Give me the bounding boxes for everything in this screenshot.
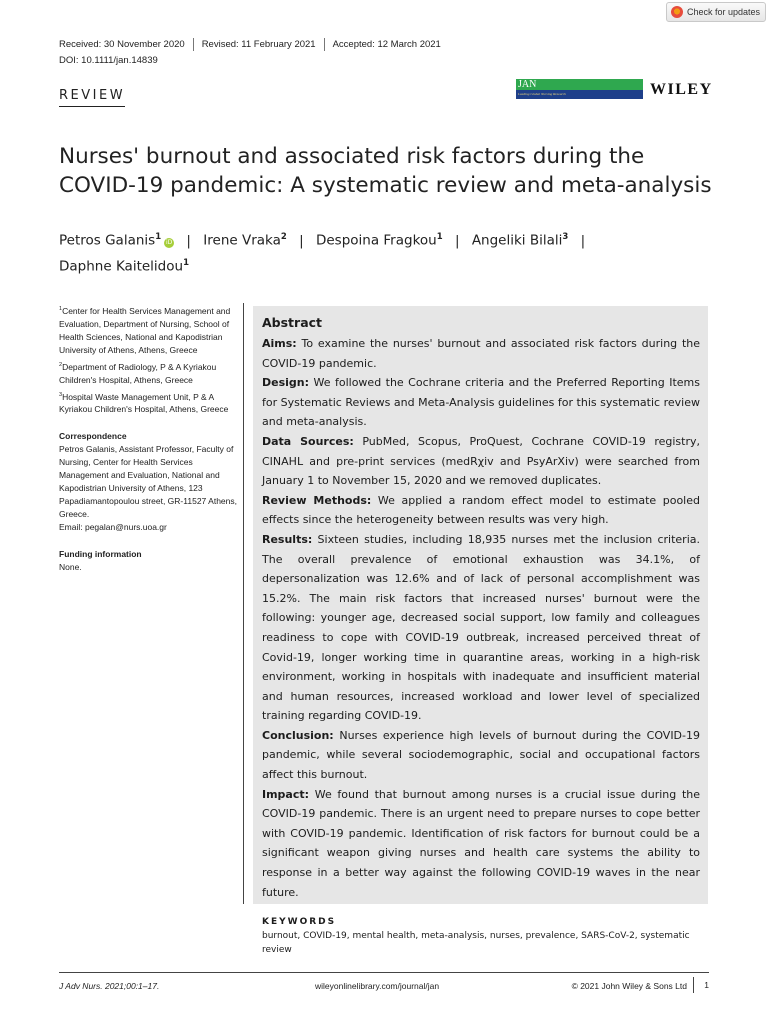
jan-logo-tagline: Leading Global Nursing Research <box>516 90 643 99</box>
abstract-section-label: Impact: <box>262 787 310 801</box>
author-affiliation-number: 1 <box>436 232 443 242</box>
author-affiliation-number: 1 <box>183 257 189 268</box>
keywords-text: burnout, COVID-19, mental health, meta-analysis, nurses, prevalence, SARS-CoV-2, systematic review <box>262 931 690 956</box>
affiliation-text: Center for Health Services Management and Evaluation, Department of Nursing, School of Health Sciences, National and Kapodistrian University of Athens, Athens, Greece <box>59 305 231 355</box>
funding-text: None. <box>59 562 82 573</box>
author-affiliation-number: 2 <box>280 232 287 242</box>
author-separator: | <box>454 232 460 249</box>
affiliation-number: 2 <box>59 361 63 368</box>
author-name[interactable]: Daphne Kaitelidou <box>59 258 184 274</box>
abstract-section-results <box>262 530 700 726</box>
author-name[interactable]: Petros Galanis <box>59 232 156 249</box>
abstract-section-text: We applied a random effect model to estimate pooled effects since the heterogeneity between results was very high. <box>262 493 700 527</box>
left-column <box>59 303 237 574</box>
abstract-section-label: Review Methods: <box>262 493 372 507</box>
author-affiliation-number: 3 <box>562 232 569 242</box>
affiliation <box>59 303 237 357</box>
check-for-updates-button[interactable] <box>666 2 766 22</box>
check-for-updates-label: Check for updates <box>687 7 761 17</box>
abstract-section-text: We followed the Cochrane criteria and the Preferred Reporting Items for Systematic Reviews and Meta-Analysis guidelines for this systematic review and meta-analysis. <box>262 376 700 429</box>
funding-title: Funding information <box>59 549 142 560</box>
footer-copyright: © 2021 John Wiley & Sons Ltd <box>571 981 687 991</box>
article-dates <box>59 38 441 51</box>
abstract-section-label: Conclusion: <box>262 728 334 742</box>
jan-logo-abbrev: JAN <box>516 79 643 90</box>
revised-date: Revised: 11 February 2021 <box>193 38 324 51</box>
affiliation-text: Hospital Waste Management Unit, P & A Kyriakou Children's Hospital, Athens, Greece <box>59 391 229 415</box>
affiliation-number: 1 <box>59 306 63 312</box>
orcid-icon[interactable]: iD <box>165 238 173 246</box>
abstract-section-review-methods <box>262 491 700 530</box>
abstract-section-label: Data Sources: <box>262 434 354 448</box>
footer-journal-url[interactable]: wileyonlinelibrary.com/journal/jan <box>315 981 440 991</box>
affiliation <box>59 389 237 417</box>
correspondence-text: Petros Galanis, Assistant Professor, Faculty of Nursing, Center for Health Services Management and Evaluation, National and Kapodistrian University of Athens, 123 Papadiamantopoulou street, GR-11527 Athens, Greece. <box>59 444 237 520</box>
keywords-title: KEYWORDS <box>262 917 337 928</box>
abstract-section-label: Design: <box>262 376 310 390</box>
abstract-section-aims <box>262 334 700 373</box>
article-title: Nurses' burnout and associated risk factors during the COVID-19 pandemic: A systematic review and meta-analysis <box>59 144 712 198</box>
doi[interactable]: DOI: 10.1111/jan.14839 <box>59 55 158 66</box>
correspondence-title: Correspondence <box>59 431 127 442</box>
wiley-logo: WILEY <box>650 81 713 98</box>
abstract-section-label: Results: <box>262 532 313 546</box>
abstract-section-data-sources <box>262 432 700 491</box>
abstract-section-text: Sixteen studies, including 18,935 nurses met the inclusion criteria. The overall prevalence of emotional exhaustion was 34.1%, of depersonalization was 12.6% and of lack of personal accomplishment was 15.2%. The main risk factors that increased nurses' burnout were the following: younger age, decreased social support, low family and colleagues readiness to cope with COVID-19 outbreak, increased perceived threat of Covid-19, longer working time in quarantine areas, working in a high-risk environment, working in hospitals with inadequate and insufficient material and human resources, increased workload and lower level of specialized training regarding COVID-19. <box>262 532 700 723</box>
abstract-section-text: To examine the nurses' burnout and associated risk factors during the COVID-19 pandemic. <box>262 337 701 370</box>
abstract-section-text: We found that burnout among nurses is a crucial issue during the COVID-19 pandemic. There is an urgent need to prepare nurses to cope better with COVID-19 pandemic. Identification of risk factors for burnout could be a significant weapon giving nurses and health care systems the ability to response in a better way against the following COVID-19 waves in the near future. <box>262 787 700 899</box>
author-name[interactable]: Angeliki Bilali <box>471 232 563 249</box>
footer-citation: J Adv Nurs. 2021;00:1–17. <box>59 981 160 991</box>
abstract-section-design <box>262 373 700 432</box>
page-footer <box>59 972 709 996</box>
section-label: REVIEW <box>59 88 125 107</box>
author-name[interactable]: Despoina Fragkou <box>315 232 437 249</box>
author-separator: | <box>299 232 304 249</box>
author-list <box>59 226 619 277</box>
abstract-box <box>253 306 708 956</box>
abstract-section-conclusion <box>262 726 700 785</box>
affiliation-text: Department of Radiology, P & A Kyriakou Children's Hospital, Athens, Greece <box>59 361 217 385</box>
affiliation <box>59 359 237 387</box>
received-date: Received: 30 November 2020 <box>59 39 185 50</box>
author-separator: | <box>186 232 191 249</box>
author-affiliation-number: 1 <box>155 232 162 242</box>
accepted-date: Accepted: 12 March 2021 <box>324 38 441 51</box>
abstract-title: Abstract <box>262 315 323 330</box>
author-name[interactable]: Irene Vraka <box>203 232 281 249</box>
author-separator: | <box>580 232 586 249</box>
abstract-section-label: Aims: <box>262 337 297 350</box>
crossmark-icon <box>671 6 683 18</box>
abstract-section-impact <box>262 785 700 903</box>
correspondence-email[interactable]: Email: pegalan@nurs.uoa.gr <box>59 522 167 533</box>
abstract-section-text: Nurses experience high levels of burnout during the COVID-19 pandemic, while several sociodemographic, social and occupational factors affect this burnout. <box>262 728 700 782</box>
jan-logo <box>516 79 643 99</box>
column-divider <box>243 303 244 904</box>
abstract-section-text: PubMed, Scopus, ProQuest, Cochrane COVID-19 registry, CINAHL and pre-print services (medRχiv and PsyArXiv) were searched from January 1 to November 15, 2020 and we removed duplicates. <box>262 434 700 488</box>
affiliation-number: 3 <box>59 391 63 398</box>
page-number: 1 <box>693 977 709 993</box>
